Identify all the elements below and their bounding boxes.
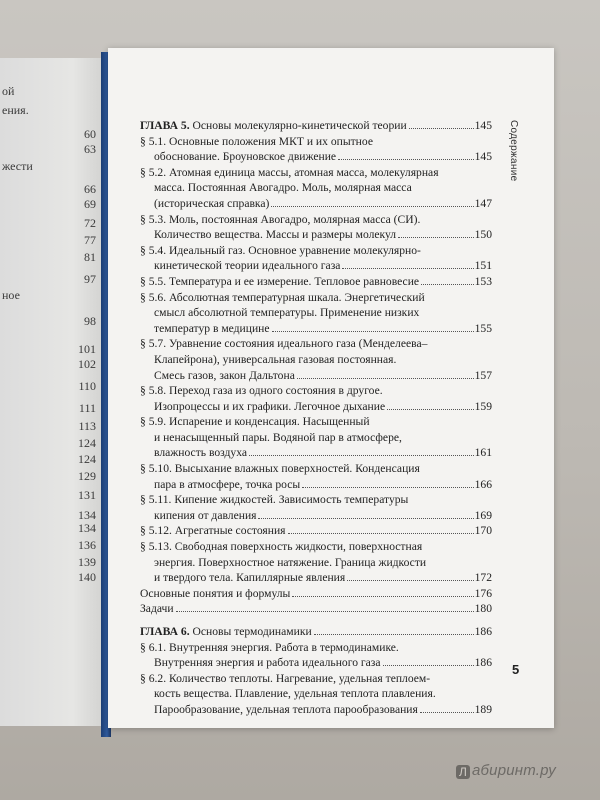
toc-page-number: 145 bbox=[474, 150, 492, 164]
toc-entry-text bbox=[140, 118, 407, 134]
left-page-line: 66 bbox=[84, 182, 96, 196]
left-page-line: 134 bbox=[78, 508, 96, 522]
toc-entry-text: и твердого тела. Капиллярные явления bbox=[154, 571, 346, 585]
leader-dots bbox=[387, 409, 474, 410]
toc-page-number: 151 bbox=[474, 259, 492, 273]
left-page-line: 140 bbox=[78, 570, 96, 584]
toc-page-number: 153 bbox=[474, 274, 492, 288]
toc-entry-text: пара в атмосфере, точка росы bbox=[154, 477, 301, 491]
toc-entry bbox=[140, 336, 492, 383]
toc-page-number: 166 bbox=[474, 477, 492, 491]
leader-dots bbox=[409, 128, 474, 129]
toc-page-number: 161 bbox=[474, 446, 492, 460]
chapter-title: Основы молекулярно-кинетической теории bbox=[189, 119, 407, 132]
left-page-line: 124 bbox=[78, 452, 96, 466]
watermark-text: абиринт.ру bbox=[472, 762, 556, 779]
toc-chapter-entry bbox=[140, 624, 492, 640]
toc-page-number: 172 bbox=[474, 571, 492, 585]
watermark bbox=[456, 762, 556, 779]
toc-entry-text: § 5.7. Уравнение состояния идеального газа (Менделеева– bbox=[140, 337, 428, 351]
toc-entry-text: Задачи bbox=[140, 602, 174, 616]
toc-entry-text: Клапейрона), универсальная газовая постоянная. bbox=[154, 352, 397, 366]
toc-entry-text: кость вещества. Плавление, удельная теплота плавления. bbox=[154, 687, 436, 701]
toc-page-number: 157 bbox=[474, 368, 492, 382]
toc-entry-text: § 5.6. Абсолютная температурная шкала. Энергетический bbox=[140, 290, 425, 304]
toc-entry-text: § 5.8. Переход газа из одного состояния в другое. bbox=[140, 384, 383, 398]
toc-entry bbox=[140, 539, 492, 586]
toc-page-number: 150 bbox=[474, 228, 492, 242]
left-page-line: 134 bbox=[78, 521, 96, 535]
leader-dots bbox=[249, 455, 474, 456]
toc-page-number: 186 bbox=[474, 656, 492, 670]
leader-dots bbox=[347, 580, 473, 581]
toc-entry bbox=[140, 523, 492, 539]
chapter-label: ГЛАВА 6. bbox=[140, 625, 190, 638]
leader-dots bbox=[338, 159, 474, 160]
toc-entry-text: Изопроцессы и их графики. Легочное дыхание bbox=[154, 399, 386, 413]
toc-page-number: 189 bbox=[474, 702, 492, 716]
watermark-logo: Л bbox=[456, 765, 470, 779]
toc-page-number: 176 bbox=[474, 586, 492, 600]
toc-entry-text: Количество вещества. Массы и размеры молекул bbox=[154, 228, 397, 242]
toc-entry-text: энергия. Поверхностное натяжение. Граница жидкости bbox=[154, 555, 427, 569]
toc-entry-text: (историческая справка) bbox=[154, 196, 270, 210]
toc-page-number: 180 bbox=[474, 602, 492, 616]
left-page-line: 111 bbox=[78, 401, 96, 415]
leader-dots bbox=[383, 665, 474, 666]
leader-dots bbox=[421, 284, 474, 285]
toc-entry-text: § 5.10. Высыхание влажных поверхностей. Конденсация bbox=[140, 462, 420, 476]
table-of-contents bbox=[140, 118, 492, 718]
leader-dots bbox=[302, 487, 473, 488]
toc-entry-text: Основные понятия и формулы bbox=[140, 586, 291, 600]
toc-entry-text: смысл абсолютной температуры. Применение низких bbox=[154, 306, 420, 320]
toc-entry-text bbox=[140, 624, 312, 640]
left-page bbox=[0, 58, 104, 726]
toc-entry-text: кинетической теории идеального газа bbox=[154, 259, 341, 273]
toc-entry bbox=[140, 274, 492, 290]
toc-entry-text: Внутренняя энергия и работа идеального газа bbox=[154, 656, 381, 670]
toc-entry-text: влажность воздуха bbox=[154, 446, 247, 460]
left-page-line: 113 bbox=[78, 419, 96, 433]
toc-entry bbox=[140, 586, 492, 602]
left-page-line: 69 bbox=[84, 197, 96, 211]
toc-page-number: 170 bbox=[474, 524, 492, 538]
leader-dots bbox=[292, 596, 473, 597]
toc-entry-text: § 6.2. Количество теплоты. Нагревание, удельная теплоем- bbox=[140, 671, 431, 685]
toc-entry bbox=[140, 290, 492, 337]
left-page-line: 60 bbox=[84, 127, 96, 141]
left-page-line: 101 bbox=[78, 342, 96, 356]
toc-page-number: 145 bbox=[474, 119, 492, 132]
toc-entry-text: § 5.4. Идеальный газ. Основное уравнение молекулярно- bbox=[140, 243, 421, 257]
leader-dots bbox=[288, 533, 474, 534]
left-page-line: 81 bbox=[84, 250, 96, 264]
left-page-line: 77 bbox=[84, 233, 96, 247]
chapter-title: Основы термодинамики bbox=[189, 625, 312, 638]
toc-entry-text: Смесь газов, закон Дальтона bbox=[154, 368, 295, 382]
left-page-line: жести bbox=[2, 159, 33, 173]
toc-entry bbox=[140, 414, 492, 461]
toc-entry bbox=[140, 601, 492, 617]
toc-entry-text: § 5.5. Температура и ее измерение. Тепловое равновесие bbox=[140, 274, 420, 288]
toc-entry bbox=[140, 383, 492, 414]
toc-entry-text: температур в медицине bbox=[154, 321, 270, 335]
page-number: 5 bbox=[512, 662, 520, 677]
toc-entry-text: § 6.1. Внутренняя энергия. Работа в термодинамике. bbox=[140, 640, 399, 654]
leader-dots bbox=[258, 518, 473, 519]
left-page-line: 72 bbox=[84, 216, 96, 230]
left-page-line: 131 bbox=[78, 488, 96, 502]
toc-page-number: 147 bbox=[474, 196, 492, 210]
toc-entry-text: масса. Постоянная Авогадро. Моль, молярная масса bbox=[154, 181, 412, 195]
toc-entry bbox=[140, 243, 492, 274]
toc-entry-text: § 5.13. Свободная поверхность жидкости, поверхностная bbox=[140, 540, 423, 554]
leader-dots bbox=[398, 237, 474, 238]
toc-entry bbox=[140, 492, 492, 523]
left-page-line: 102 bbox=[78, 357, 96, 371]
leader-dots bbox=[176, 611, 474, 612]
left-page-line: 124 bbox=[78, 436, 96, 450]
chapter-label: ГЛАВА 5. bbox=[140, 119, 190, 132]
toc-entry-text: § 5.12. Агрегатные состояния bbox=[140, 524, 286, 538]
leader-dots bbox=[271, 206, 473, 207]
left-page-line: 139 bbox=[78, 555, 96, 569]
leader-dots bbox=[314, 634, 474, 635]
leader-dots bbox=[342, 268, 473, 269]
left-page-line: 98 bbox=[84, 314, 96, 328]
left-page-line: 136 bbox=[78, 538, 96, 552]
toc-entry bbox=[140, 671, 492, 718]
toc-entry-text: и ненасыщенный пары. Водяной пар в атмосфере, bbox=[154, 430, 402, 444]
toc-entry-text: § 5.9. Испарение и конденсация. Насыщенный bbox=[140, 415, 370, 429]
toc-entry-text: обоснование. Броуновское движение bbox=[154, 150, 337, 164]
toc-entry bbox=[140, 134, 492, 165]
toc-entry bbox=[140, 461, 492, 492]
toc-entry bbox=[140, 165, 492, 212]
left-page-line: 110 bbox=[78, 379, 96, 393]
toc-entry bbox=[140, 212, 492, 243]
toc-chapter-entry bbox=[140, 118, 492, 134]
toc-page-number: 169 bbox=[474, 508, 492, 522]
toc-entry-text: § 5.2. Атомная единица массы, атомная масса, молекулярная bbox=[140, 165, 439, 179]
toc-entry-text: § 5.3. Моль, постоянная Авогадро, молярная масса (СИ). bbox=[140, 212, 421, 226]
leader-dots bbox=[272, 331, 474, 332]
left-page-line: 63 bbox=[84, 142, 96, 156]
leader-dots bbox=[420, 712, 474, 713]
left-page-line: 129 bbox=[78, 469, 96, 483]
toc-entry-text: Парообразование, удельная теплота парообразования bbox=[154, 702, 418, 716]
toc-entry-text: § 5.11. Кипение жидкостей. Зависимость температуры bbox=[140, 493, 409, 507]
toc-entry bbox=[140, 640, 492, 671]
left-page-line: ения. bbox=[2, 103, 29, 117]
left-page-line: ное bbox=[2, 288, 20, 302]
toc-page-number: 159 bbox=[474, 399, 492, 413]
leader-dots bbox=[297, 378, 474, 379]
section-side-label: Содержание bbox=[508, 120, 519, 182]
left-page-line: ой bbox=[2, 84, 15, 98]
left-page-line: 97 bbox=[84, 272, 96, 286]
toc-entry-text: кипения от давления bbox=[154, 508, 257, 522]
toc-entry-text: § 5.1. Основные положения МКТ и их опытное bbox=[140, 134, 373, 148]
toc-page-number: 155 bbox=[474, 321, 492, 335]
toc-page-number: 186 bbox=[474, 625, 492, 638]
